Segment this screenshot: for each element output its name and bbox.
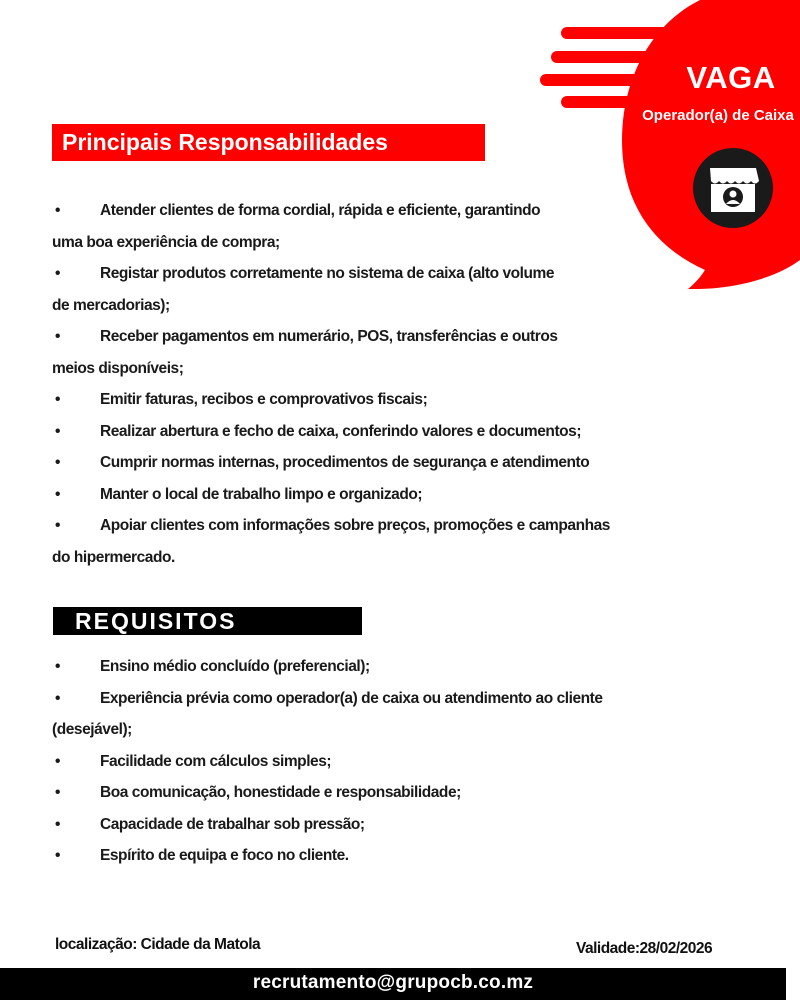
item-line: Receber pagamentos em numerário, POS, transferências e outros (100, 328, 558, 345)
bullet-icon: • (55, 517, 60, 534)
item-text (52, 416, 610, 448)
item-line-continuation: do hipermercado. (52, 548, 175, 566)
item-line: Ensino médio concluído (preferencial); (100, 658, 370, 675)
bullet-icon: • (55, 658, 60, 675)
bullet-icon: • (55, 815, 60, 833)
list-item (52, 416, 610, 448)
item-text (52, 510, 610, 542)
bullet-icon: • (55, 847, 60, 864)
responsibilities-list (52, 195, 610, 573)
requirements-list (52, 651, 603, 872)
item-line: Realizar abertura e fecho de caixa, conferindo valores e documentos; (100, 422, 582, 440)
item-text (52, 840, 603, 872)
item-line-continuation: de mercadorias); (52, 296, 170, 314)
list-item (52, 447, 610, 479)
list-item (52, 258, 610, 321)
list-item (52, 195, 610, 258)
responsibilities-heading: Principais Responsabilidades (52, 124, 485, 161)
item-line: Atender clientes de forma cordial, rápida e eficiente, garantindo (100, 202, 541, 219)
item-line: Experiência prévia como operador(a) de caixa ou atendimento ao cliente (100, 689, 603, 707)
bullet-icon: • (55, 265, 60, 282)
item-line: Espírito de equipa e foco no cliente. (100, 847, 349, 864)
vaga-title: VAGA (686, 60, 776, 95)
bullet-icon: • (55, 784, 60, 801)
item-text (52, 809, 603, 841)
validity-date: Validade:28/02/2026 (576, 940, 713, 957)
bullet-icon: • (55, 328, 60, 345)
item-text (52, 777, 603, 809)
job-role: Operador(a) de Caixa (642, 107, 794, 124)
item-line: Boa comunicação, honestidade e responsabilidade; (100, 784, 461, 801)
item-line: Capacidade de trabalhar sob pressão; (100, 815, 365, 833)
item-line: Emitir faturas, recibos e comprovativos fiscais; (100, 391, 428, 408)
item-text (52, 479, 610, 511)
bullet-icon: • (55, 454, 60, 471)
bullet-icon: • (55, 752, 60, 770)
item-line: Apoiar clientes com informações sobre preços, promoções e campanhas (100, 517, 610, 534)
location-text: localização: Cidade da Matola (55, 936, 261, 953)
list-item (52, 651, 603, 683)
item-text (52, 384, 610, 416)
item-text (52, 195, 610, 227)
list-item (52, 777, 603, 809)
item-line: Facilidade com cálculos simples; (100, 752, 332, 770)
bullet-icon: • (55, 689, 60, 707)
contact-footer (0, 968, 786, 1000)
item-text (52, 651, 603, 683)
item-text (52, 746, 603, 778)
item-line: Registar produtos corretamente no sistema de caixa (alto volume (100, 265, 555, 282)
speech-bubble-shape (622, 0, 800, 289)
item-line-continuation: meios disponíveis; (52, 359, 184, 377)
list-item (52, 321, 610, 384)
list-item (52, 479, 610, 511)
item-text (52, 447, 610, 479)
bullet-icon: • (55, 422, 60, 440)
item-text (52, 321, 610, 353)
bullet-icon: • (55, 202, 60, 219)
item-text (52, 683, 603, 715)
list-item (52, 683, 603, 746)
list-item (52, 809, 603, 841)
bullet-icon: • (55, 391, 60, 408)
item-line: Manter o local de trabalho limpo e organizado; (100, 485, 423, 503)
requirements-heading: REQUISITOS (53, 607, 362, 635)
bullet-icon: • (55, 485, 60, 503)
list-item (52, 510, 610, 573)
list-item (52, 840, 603, 872)
store-user-icon (693, 148, 773, 228)
contact-email[interactable]: recrutamento@grupocb.co.mz (252, 972, 534, 993)
list-item (52, 746, 603, 778)
item-line-continuation: (desejável); (52, 721, 132, 738)
item-line: Cumprir normas internas, procedimentos de segurança e atendimento (100, 454, 590, 471)
item-line-continuation: uma boa experiência de compra; (52, 233, 280, 251)
list-item (52, 384, 610, 416)
item-text (52, 258, 610, 290)
